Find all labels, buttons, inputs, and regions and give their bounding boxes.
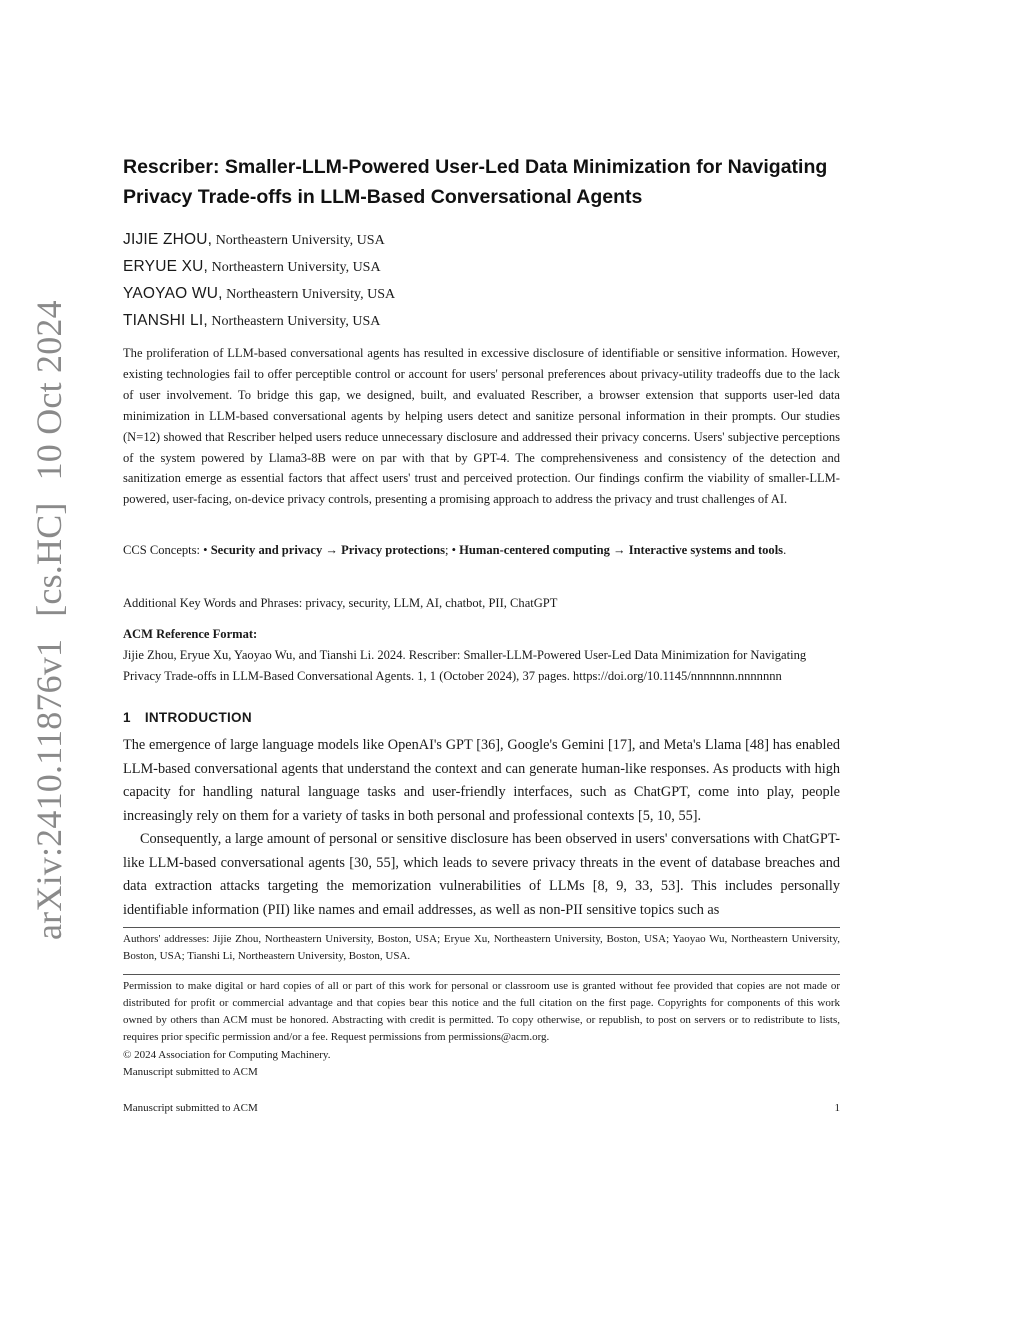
ccs-concepts	[123, 540, 840, 561]
author-name: YAOYAO WU,	[123, 285, 223, 302]
author-entry	[123, 307, 840, 334]
section-number: 1	[123, 710, 131, 725]
ccs-concept: Security and privacy	[210, 543, 323, 557]
author-entry	[123, 280, 840, 307]
page-number: 1	[834, 1102, 840, 1114]
permission-divider	[123, 974, 840, 975]
authors-addresses: Authors' addresses: Jijie Zhou, Northeastern University, Boston, USA; Eryue Xu, Northeastern University, Boston, USA; Yaoyao Wu, Northeastern University, Boston, USA; Tianshi Li, Northeastern University, Boston, USA.	[123, 933, 840, 962]
acm-reference-text: Jijie Zhou, Eryue Xu, Yaoyao Wu, and Tianshi Li. 2024. Rescriber: Smaller-LLM-Powered User-Led Data Minimization for Navigating Privacy Trade-offs in LLM-Based Conversational Agents. 1, 1 (October 2024), 37 pages. https://doi.org/10.1145/nnnnnnn.nnnnnnn	[123, 648, 807, 683]
body-paragraph: The emergence of large language models like OpenAI's GPT [36], Google's Gemini [17], and Meta's Llama [48] has enabled LLM-based conversational agents that understand the context and can generate human-like responses. As products with high capacity for handling natural language tasks and user-friendly interfaces, such as ChatGPT, come into play, people increasingly rely on them for a variety of tasks in both personal and professional contexts [5, 10, 55].	[123, 737, 840, 824]
introduction-body	[123, 734, 840, 922]
author-name: ERYUE XU,	[123, 258, 209, 275]
author-affiliation: Northeastern University, USA	[215, 233, 385, 248]
manuscript-note: Manuscript submitted to ACM	[123, 1066, 258, 1078]
author-list	[123, 226, 840, 334]
arxiv-stamp	[28, 278, 70, 940]
arxiv-date: 10 Oct 2024	[29, 300, 69, 481]
author-affiliation: Northeastern University, USA	[211, 314, 381, 329]
author-name: TIANSHI LI,	[123, 312, 208, 329]
abstract: The proliferation of LLM-based conversational agents has resulted in excessive disclosure of identifiable or sensitive information. However, existing technologies fail to offer perceptible control or account for users' personal preferences about privacy-utility tradeoffs due to the lack of user involvement. To bridge this gap, we designed, built, and evaluated Rescriber, a browser extension that supports user-led data minimization in LLM-based conversational agents by helping users detect and sanitize personal information in their prompts. Our studies (N=12) showed that Rescriber helped users reduce unnecessary disclosure and addressed their privacy concerns. Users' subjective perceptions of the system powered by Llama3-8B were on par with that by GPT-4. The comprehensiveness and consistency of the detection and sanitization emerge as essential factors that affect users' trust and perceived protection. Our findings confirm the viability of smaller-LLM-powered, user-facing, on-device privacy controls, presenting a promising approach to address the privacy and trust challenges of AI.	[123, 346, 840, 507]
arxiv-category: [cs.HC]	[29, 502, 69, 617]
footer-left: Manuscript submitted to ACM	[123, 1102, 258, 1114]
ccs-separator: ; •	[445, 543, 460, 557]
author-entry	[123, 226, 840, 253]
section-title: INTRODUCTION	[144, 710, 252, 725]
keywords: Additional Key Words and Phrases: privacy, security, LLM, AI, chatbot, PII, ChatGPT	[123, 596, 558, 610]
ccs-concept: Human-centered computing	[459, 543, 610, 557]
permission-notice: Permission to make digital or hard copies of all or part of this work for personal or classroom use is granted without fee provided that copies are not made or distributed for profit or commercial advantage and that copies bear this notice and the full citation on the first page. Copyrights for components of this work owned by others than ACM must be honored. Abstracting with credit is permitted. To copy otherwise, or republish, to post on servers or to redistribute to lists, requires prior specific permission and/or a fee. Request permissions from permissions@acm.org.	[123, 980, 840, 1043]
ccs-prefix: CCS Concepts: •	[123, 543, 211, 557]
footnote-divider	[123, 927, 840, 928]
ccs-arrow: →	[322, 543, 342, 557]
ccs-concept: Privacy protections	[341, 543, 446, 557]
ccs-end: .	[783, 543, 787, 557]
ccs-concept: Interactive systems and tools	[628, 543, 784, 557]
body-paragraph: Consequently, a large amount of personal or sensitive disclosure has been observed in users' conversations with ChatGPT-like LLM-based conversational agents [30, 55], which leads to severe privacy threats in the event of database breaches and data extraction attacks targeting the memorization vulnerabilities of LLMs [8, 9, 33, 53]. This includes personally identifiable information (PII) like names and email addresses, as well as non-PII sensitive topics such as	[123, 831, 840, 918]
acm-reference-heading: ACM Reference Format:	[123, 627, 258, 641]
copyright-notice: © 2024 Association for Computing Machinery.	[123, 1049, 331, 1061]
ccs-arrow: →	[609, 543, 629, 557]
author-name: JIJIE ZHOU,	[123, 231, 213, 248]
page-footer	[123, 1100, 840, 1117]
author-entry	[123, 253, 840, 280]
author-affiliation: Northeastern University, USA	[211, 260, 381, 275]
arxiv-id: arXiv:2410.11876v1	[29, 638, 69, 940]
author-affiliation: Northeastern University, USA	[226, 287, 396, 302]
section-heading	[123, 708, 840, 728]
paper-title: Rescriber: Smaller-LLM-Powered User-Led Data Minimization for Navigating Privacy Trade-offs in LLM-Based Conversational Agents	[123, 156, 828, 208]
